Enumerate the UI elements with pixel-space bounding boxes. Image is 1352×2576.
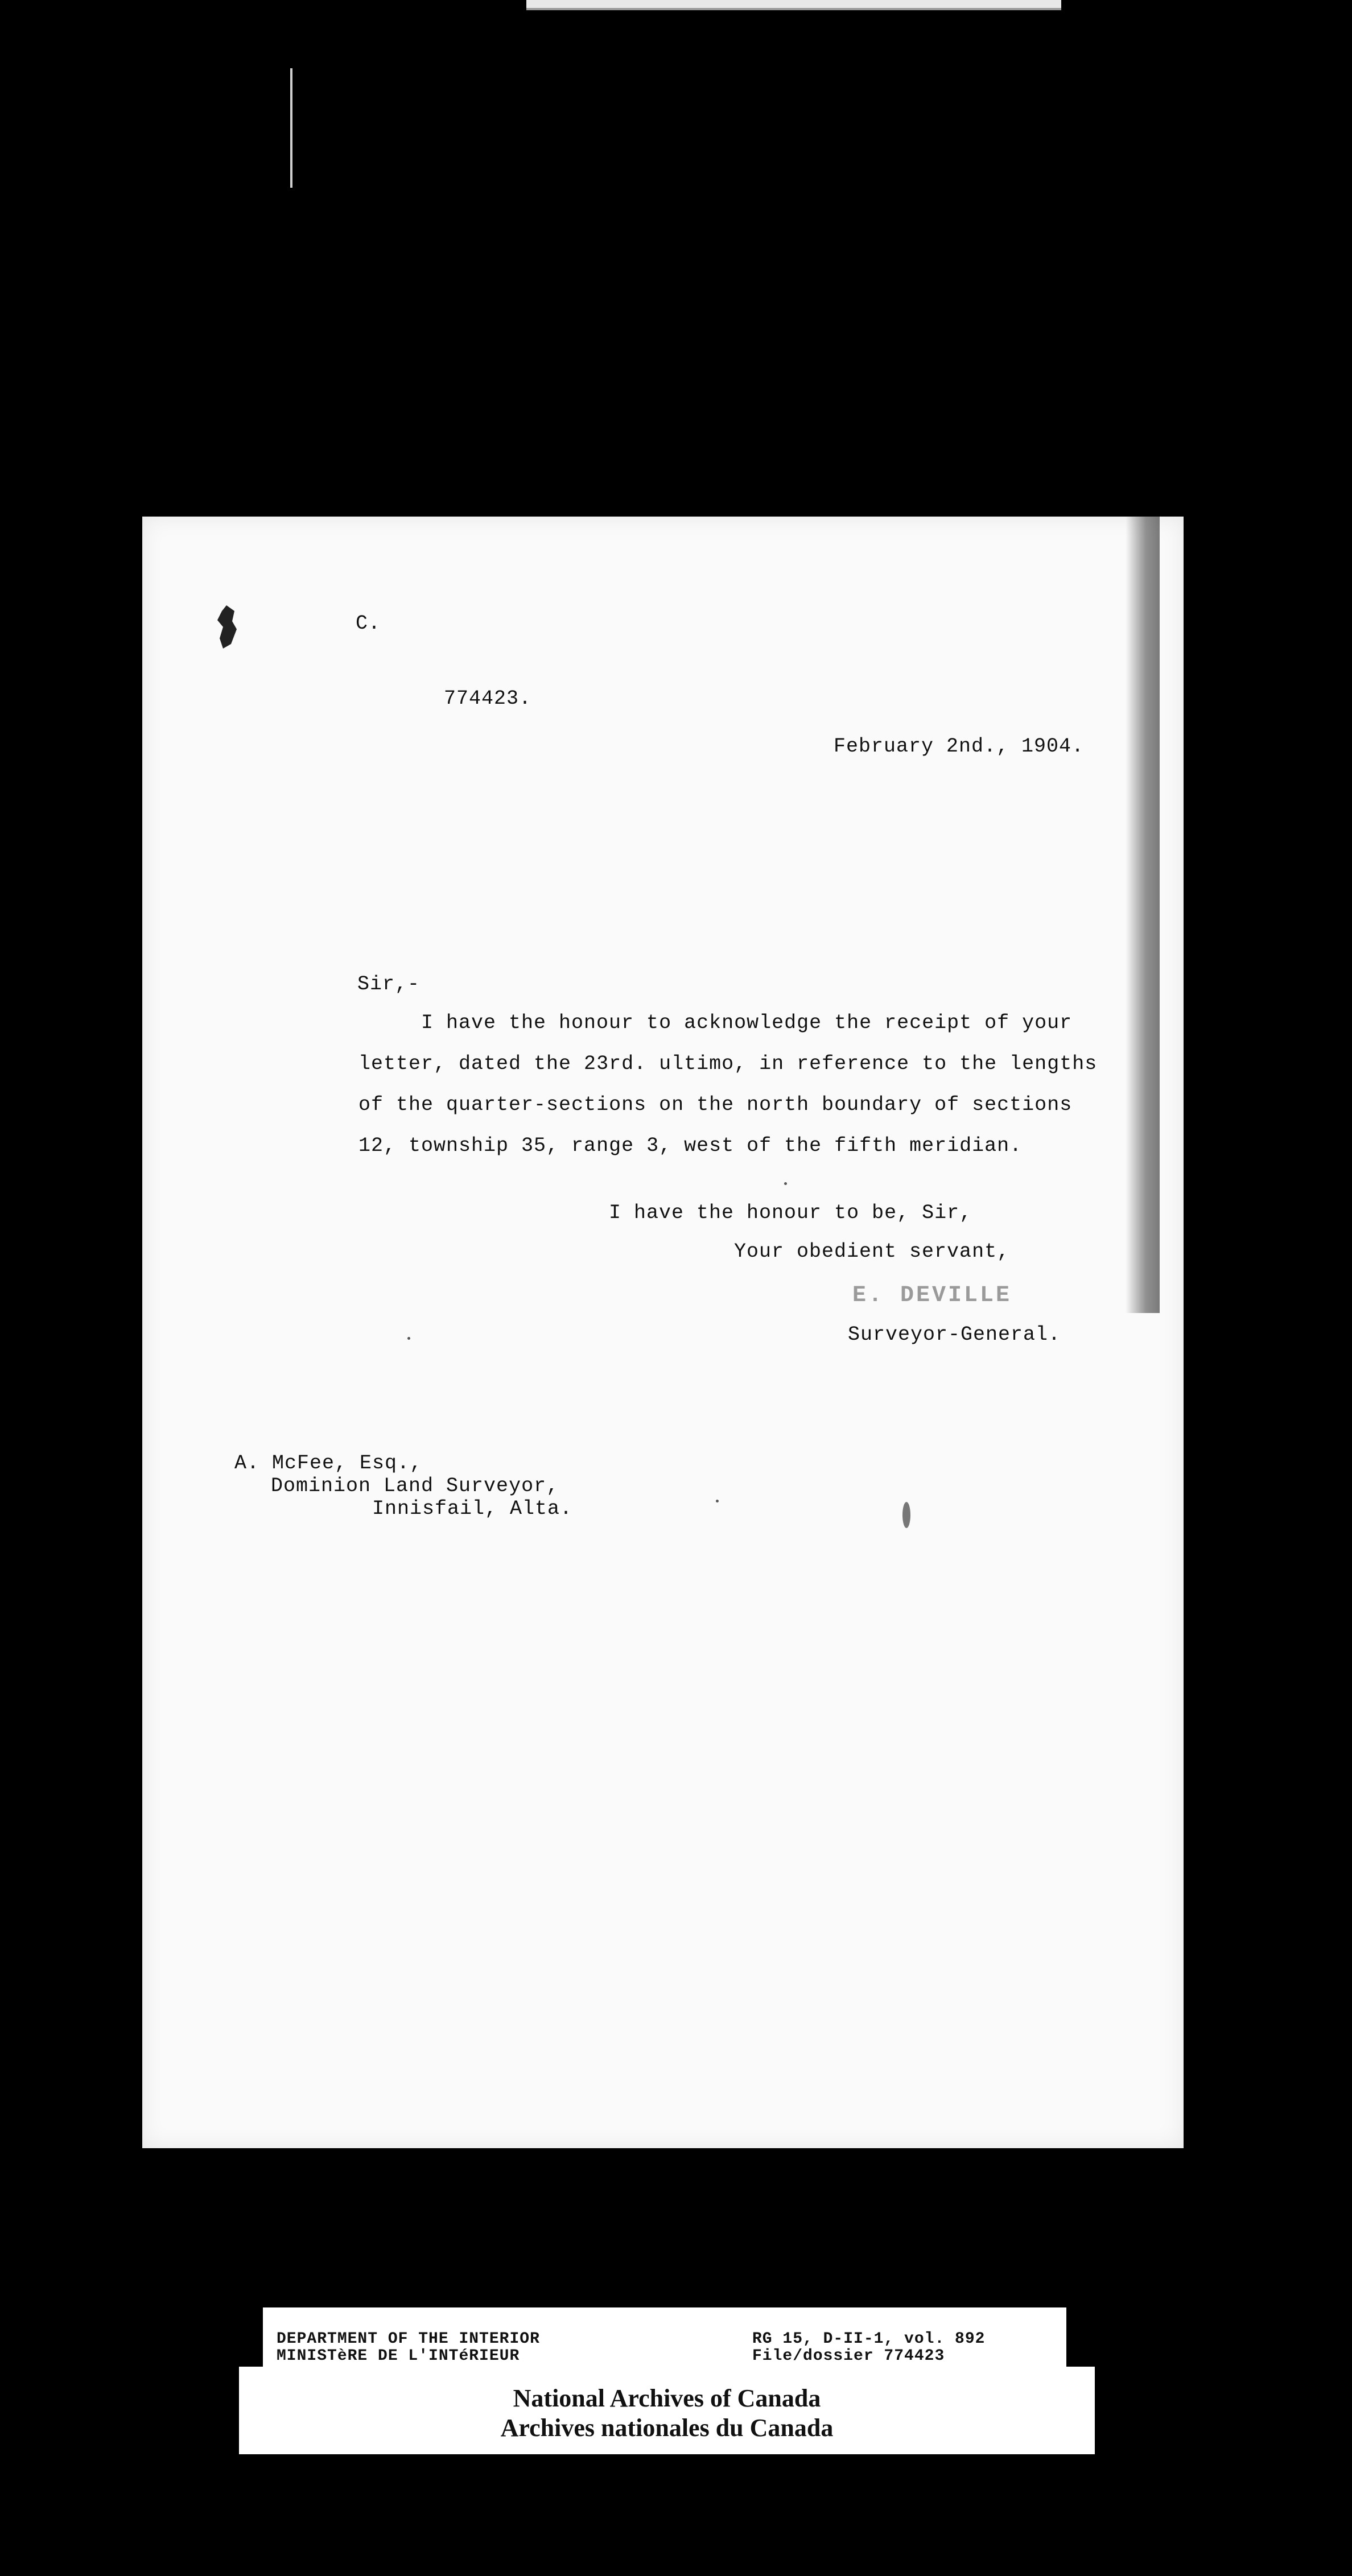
- file-dossier-number: File/dossier 774423: [752, 2347, 945, 2365]
- signature-stamp: E. DEVILLE: [852, 1283, 1012, 1308]
- body-line: I have the honour to acknowledge the receipt of your: [421, 1012, 1073, 1034]
- file-number: 774423.: [444, 687, 532, 710]
- salutation: Sir,-: [357, 973, 421, 996]
- addressee-line: Innisfail, Alta.: [372, 1497, 573, 1520]
- archive-reference-label: [263, 2307, 1066, 2367]
- film-scratch: [290, 68, 292, 188]
- department-fr: MINISTèRE DE L'INTéRIEUR: [277, 2347, 520, 2365]
- body-line: of the quarter-sections on the north boundary of sections: [358, 1093, 1073, 1116]
- record-group-reference: RG 15, D-II-1, vol. 892: [752, 2330, 986, 2348]
- ink-speck: [784, 1182, 787, 1185]
- body-line: 12, township 35, range 3, west of the fifth meridian.: [358, 1134, 1023, 1157]
- film-top-strip: [526, 0, 1061, 10]
- department-en: DEPARTMENT OF THE INTERIOR: [277, 2330, 540, 2348]
- archives-name-fr: Archives nationales du Canada: [500, 2414, 834, 2442]
- letter-date: February 2nd., 1904.: [834, 735, 1085, 758]
- ink-speck: [902, 1502, 910, 1528]
- addressee-line: A. McFee, Esq.,: [234, 1452, 423, 1475]
- ink-stamp-mark: [215, 604, 238, 650]
- page-edge-shadow: [1126, 517, 1160, 1313]
- closing-line: I have the honour to be, Sir,: [609, 1202, 972, 1224]
- archives-name-en: National Archives of Canada: [513, 2384, 821, 2412]
- file-marker: C.: [356, 612, 381, 635]
- ink-speck: [407, 1337, 410, 1340]
- signatory-title: Surveyor-General.: [848, 1323, 1061, 1346]
- ink-speck: [716, 1500, 719, 1502]
- national-archives-label: [239, 2367, 1095, 2454]
- body-line: letter, dated the 23rd. ultimo, in reference to the lengths: [358, 1052, 1098, 1075]
- addressee-line: Dominion Land Surveyor,: [271, 1475, 559, 1497]
- closing-line: Your obedient servant,: [734, 1240, 1010, 1263]
